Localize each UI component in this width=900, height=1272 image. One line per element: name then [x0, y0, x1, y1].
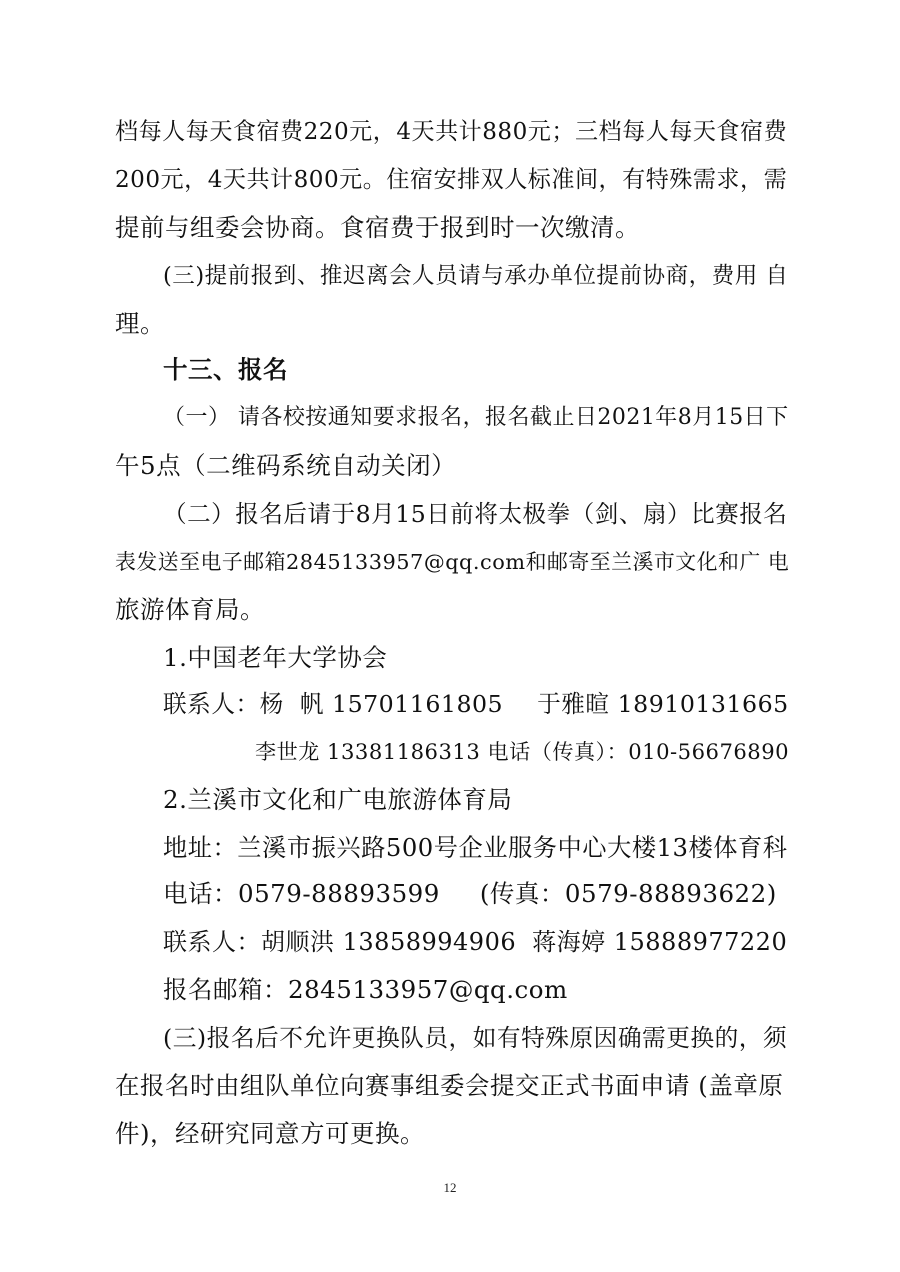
contact-label: 联系人： — [163, 928, 261, 956]
paragraph-line: 旅游体育局。 — [115, 595, 265, 624]
contact-name: 于雅暄 — [537, 690, 610, 718]
tel-label: 电话： — [163, 879, 238, 908]
contact-phone: 15701161805 — [332, 690, 504, 718]
fax-number: (传真：0579-88893622) — [479, 879, 777, 908]
paragraph-line: 档每人每天食宿费220元，4天共计880元；三档每人每天食宿费 — [115, 119, 788, 145]
tel-number: 0579-88893599 — [238, 879, 440, 908]
email-line: 报名邮箱：2845133957@qq.com — [163, 975, 568, 1004]
contact-name: 李世龙 — [255, 739, 320, 764]
org-heading: 1.中国老年大学协会 — [163, 643, 388, 672]
contact-name: 胡顺洪 — [261, 928, 335, 956]
contact-name: 杨 帆 — [259, 690, 324, 718]
contact-name: 蒋海婷 — [532, 928, 606, 956]
paragraph-line: （一） 请各校按通知要求报名，报名截止日2021年8月15日下 — [163, 405, 789, 430]
contact-line — [255, 737, 789, 767]
contact-phone: 15888977220 — [613, 928, 788, 956]
paragraph-line: 200元，4天共计800元。住宿安排双人标准间，有特殊需求，需 — [115, 167, 788, 193]
tel-number: 010-56676890 — [628, 739, 790, 764]
contact-label: 联系人： — [163, 690, 260, 718]
tel-label: 电话（传真）： — [487, 739, 629, 764]
paragraph-line: 午5点（二维码系统自动关闭） — [115, 451, 457, 480]
contact-line — [163, 927, 787, 957]
contact-phone: 13381186313 — [327, 739, 481, 764]
paragraph-line: (三)提前报到、推迟离会人员请与承办单位提前协商，费用 自 — [163, 263, 789, 289]
paragraph-line: (三)报名后不允许更换队员，如有特殊原因确需更换的，须 — [163, 1024, 788, 1052]
section-heading: 十三、报名 — [163, 355, 288, 384]
paragraph-line: 在报名时由组队单位向赛事组委会提交正式书面申请 (盖章原 — [115, 1071, 784, 1100]
contact-phone: 13858994906 — [342, 928, 517, 956]
contact-line — [163, 689, 789, 719]
paragraph-line: 件)，经研究同意方可更换。 — [115, 1119, 426, 1148]
paragraph-line: 理。 — [115, 309, 165, 338]
address-line: 地址：兰溪市振兴路500号企业服务中心大楼13楼体育科 — [163, 833, 788, 862]
org-heading: 2.兰溪市文化和广电旅游体育局 — [163, 785, 513, 814]
tel-line — [163, 879, 777, 909]
paragraph-line: 表发送至电子邮箱2845133957@qq.com和邮寄至兰溪市文化和广 电 — [115, 550, 790, 574]
paragraph-line: （二）报名后请于8月15日前将太极拳（剑、扇）比赛报名 — [163, 500, 788, 528]
paragraph-line: 提前与组委会协商。食宿费于报到时一次缴清。 — [115, 213, 640, 242]
page-number: 12 — [443, 1180, 457, 1195]
contact-phone: 18910131665 — [617, 690, 789, 718]
